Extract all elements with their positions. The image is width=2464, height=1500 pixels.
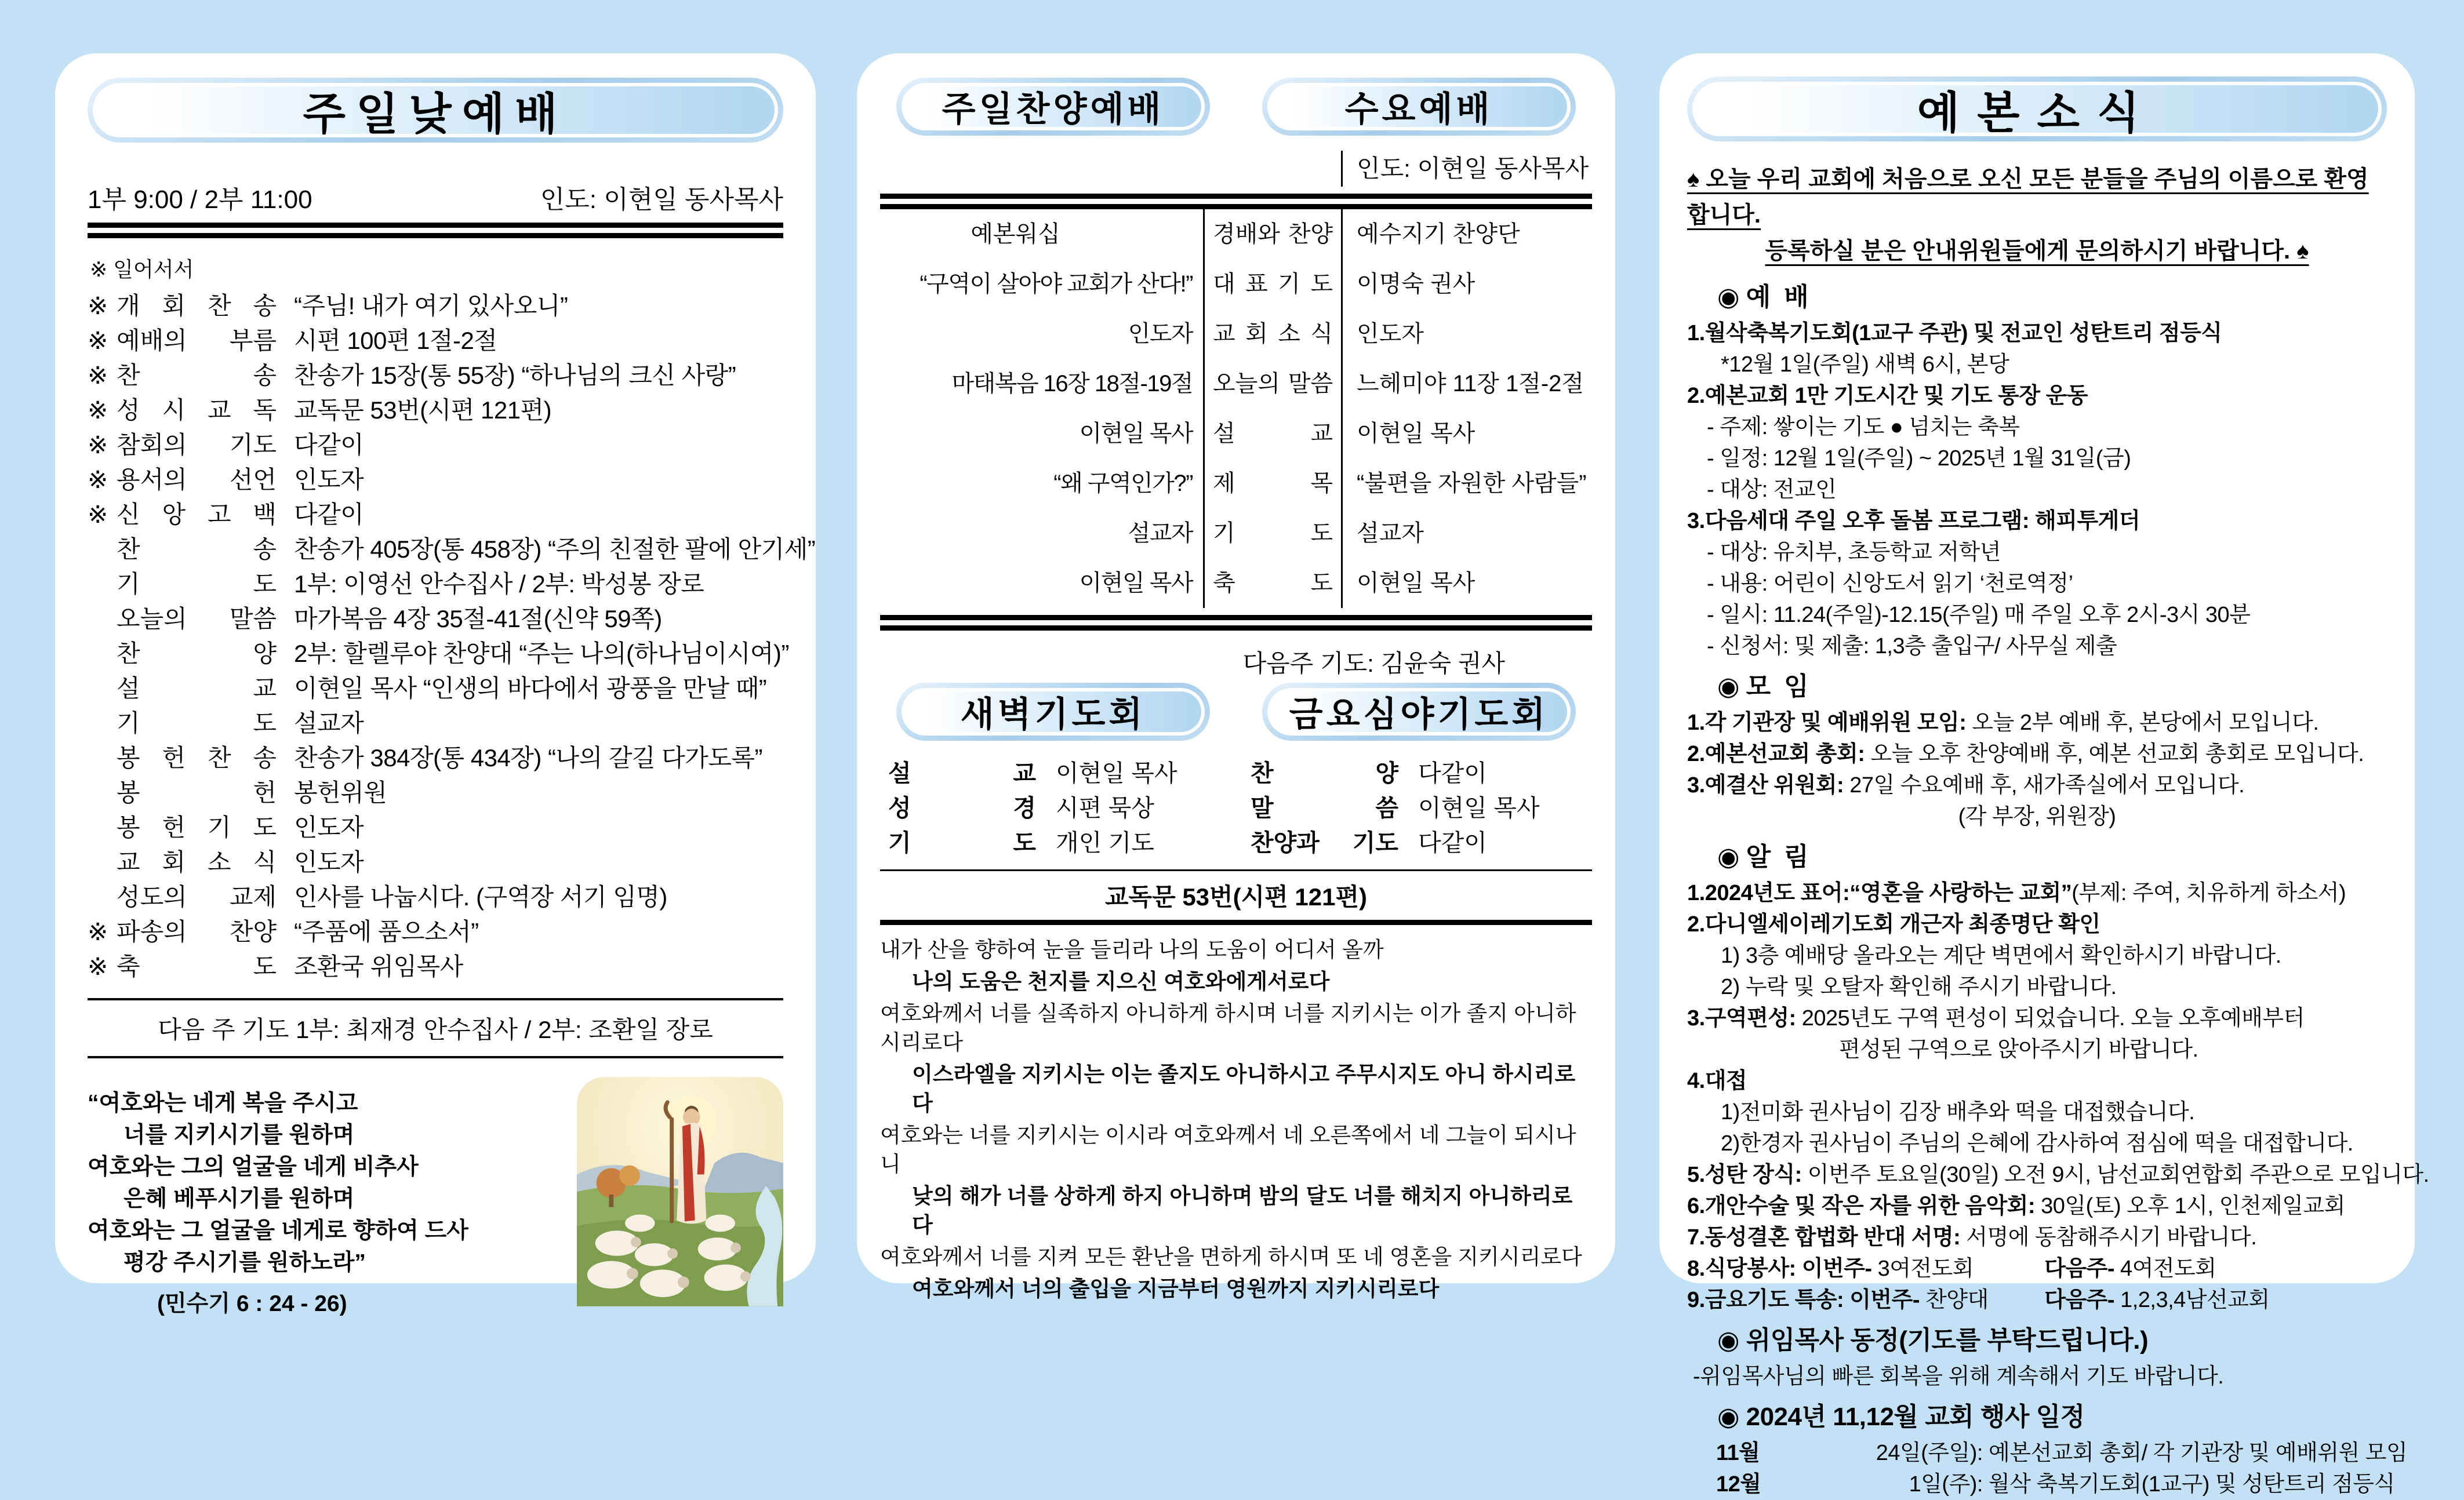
double-rule [880, 615, 1592, 631]
prayer-row [888, 791, 1222, 825]
order-item-label: 오늘의 말씀 [117, 605, 277, 632]
table-row [880, 458, 1592, 508]
order-of-worship-row [88, 636, 789, 671]
reading-line: 여호와께서 너를 지켜 모든 환난을 면하게 하시며 또 네 영혼을 지키시리로다 [880, 1245, 1582, 1269]
order-item-value: “주품에 품으소서” [294, 918, 479, 945]
order-item-value: 1부: 이영선 안수집사 / 2부: 박성봉 장로 [294, 570, 704, 598]
news-text: 2) 누락 및 오탈자 확인해 주시기 바랍니다. [1721, 975, 2117, 999]
news-line [1687, 1159, 2429, 1190]
stand-marker [88, 671, 117, 706]
news-text: 편성된 구역으로 앉아주시기 바랍니다. [1839, 1037, 2198, 1062]
praise-service-value: “구역이 살아야 교회가 산다!” [880, 259, 1205, 309]
order-of-worship-row [88, 741, 783, 776]
reading-line: 낮의 해가 너를 상하게 하지 아니하며 밤의 달도 너를 해치지 아니하리로다 [912, 1184, 1573, 1237]
news-line [1687, 707, 2387, 738]
news-bold-text: 3.예결산 위원회: [1687, 773, 1844, 798]
order-item-label: 기 도 [117, 570, 277, 598]
praise-service-value: “왜 구역인가?” [880, 458, 1205, 508]
stand-marker [88, 602, 117, 636]
order-item-value: 교독문 53번(시편 121편) [294, 396, 552, 424]
news-line [1687, 474, 2387, 505]
table-row [880, 209, 1592, 259]
stand-marker [88, 567, 117, 602]
title-pill [896, 78, 1210, 136]
news-line [1687, 842, 2387, 873]
prayer-pills-row [880, 683, 1592, 741]
stand-marker [88, 636, 117, 671]
news-text: 27일 수요예배 후, 새가족실에서 모입니다. [1844, 773, 2245, 798]
stand-marker: ※ [88, 953, 108, 980]
news-bold-text: ◉ 예 배 [1717, 283, 1809, 311]
reading-line: 여호와는 너를 지키시는 이시라 여호와께서 네 오른쪽에서 네 그늘이 되시나니 [880, 1123, 1576, 1176]
news-bold-text: 7.동성결혼 합법화 반대 서명: [1687, 1225, 1961, 1250]
order-of-worship-row [88, 671, 783, 706]
order-item-label: 개 회 찬 송 [117, 292, 277, 319]
news-text: 30일(토) 오후 1시, 인천제일교회 [2035, 1194, 2345, 1218]
news-line [1687, 349, 2387, 380]
news-text: (각 부장, 위원장) [1958, 804, 2116, 829]
order-of-worship-row [88, 428, 783, 463]
order-item-label: 찬 양 [117, 640, 277, 667]
news-line [1687, 1128, 2387, 1159]
news-text: 24일(주일): [1876, 1441, 1983, 1465]
news-text: 2)한경자 권사님이 주님의 은혜에 감사하여 점심에 떡을 대접합니다. [1721, 1131, 2353, 1156]
prayer-value: 다같이 [1418, 760, 1487, 787]
service-leader: 인도: 이현일 동사목사 [540, 185, 783, 214]
reading-line: 나의 도움은 천지를 지으신 여호와에게서로다 [912, 970, 1330, 993]
prayer-row [1251, 825, 1584, 860]
stand-marker: ※ [88, 327, 108, 354]
stand-marker [88, 741, 117, 776]
service-times: 1부 9:00 / 2부 11:00 [88, 185, 312, 214]
stand-marker: ※ [88, 501, 108, 528]
prayer-value: 시편 묵상 [1056, 795, 1154, 821]
news-text: 3여전도회 [1871, 1257, 1974, 1281]
news-line [1687, 380, 2387, 412]
title-pill [896, 683, 1210, 741]
news-text: -위임목사님의 빠른 회복을 위해 계속해서 기도 바랍니다. [1693, 1364, 2224, 1389]
order-item-value: 2부: 할렐루야 찬양대 “주는 나의(하나님이시여)” [294, 640, 789, 667]
order-item-label: 예배의 부름 [117, 327, 277, 354]
news-line [1687, 1190, 2387, 1222]
order-item-value: 시편 100편 1절-2절 [294, 327, 497, 354]
reading-line: 여호와께서 너를 실족하지 아니하게 하시며 너를 지키시는 이가 졸지 아니하시리로다 [880, 1002, 1576, 1054]
panel-title-friday-night-prayer: 금요심야기도회 [1267, 688, 1571, 736]
stand-marker [88, 706, 117, 741]
title-pills-row [880, 78, 1592, 136]
panel-title-sunday-day-worship: 주일낮예배 [93, 83, 778, 137]
row-label: 제 목 [1213, 471, 1333, 496]
wednesday-service-value: 이명숙 권사 [1341, 259, 1592, 309]
order-of-worship-row [88, 915, 783, 949]
news-bold-text: 3.구역편성: [1687, 1006, 1796, 1031]
stand-marker [88, 810, 117, 845]
news-line [1687, 1284, 2387, 1316]
blessing-block [88, 1072, 783, 1320]
news-bold-text: ◉ 2024년 11,12월 교회 행사 일정 [1717, 1403, 2085, 1431]
order-item-label: 교 회 소 식 [117, 849, 277, 876]
order-item-value: “주님! 내가 여기 있사오니” [294, 292, 568, 319]
order-item-label: 성도의 교제 [117, 883, 277, 911]
wednesday-service-value: 예수지기 찬양단 [1341, 209, 1592, 259]
news-text: 2025년도 구역 편성이 되었습니다. 오늘 오후예배부터 [1796, 1006, 2305, 1031]
order-of-worship-row [88, 393, 783, 428]
stand-marker: ※ [88, 396, 108, 424]
news-bold-text: 12월 [1716, 1472, 1761, 1497]
order-item-value: 인도자 [294, 849, 364, 876]
stand-marker: ※ [88, 431, 108, 458]
prayer-meetings [880, 756, 1592, 860]
panel-praise-and-wednesday [857, 53, 1615, 1301]
order-of-worship-row [88, 358, 783, 393]
news-text: 찬양대 [1920, 1288, 1989, 1312]
news-text: - 주제: 쌓이는 기도 ● 넘치는 축복 [1707, 415, 2020, 439]
worship-comparison-table [880, 209, 1592, 608]
news-text: - 일정: 12월 1일(주일) ~ 2025년 1월 31일(금) [1707, 446, 2131, 471]
news-line [1687, 1361, 2387, 1392]
prayer-label: 기 도 [888, 829, 1036, 856]
order-of-worship-row [88, 532, 816, 567]
news-line [1687, 671, 2387, 702]
row-label: 기 도 [1213, 520, 1333, 546]
news-line [1687, 909, 2387, 940]
table-row [880, 409, 1592, 458]
title-pill [1262, 78, 1576, 136]
news-text: 1일(주): [1909, 1472, 1983, 1497]
row-label: 설 교 [1213, 421, 1333, 446]
order-item-value: 인도자 [294, 466, 364, 493]
news-line [1687, 770, 2387, 801]
responsive-reading-title: 교독문 53번(시편 121편) [1104, 883, 1368, 911]
order-of-worship-row [88, 497, 783, 532]
order-item-label: 설 교 [117, 675, 277, 702]
wednesday-service-value: 인도자 [1341, 309, 1592, 359]
news-text: - 대상: 유치부, 초등학교 저학년 [1707, 540, 2001, 565]
prayer-label: 설 교 [888, 760, 1036, 787]
news-line [1687, 537, 2387, 568]
friday-prayer-list [1251, 756, 1584, 860]
order-item-label: 파송의 찬양 [117, 918, 277, 945]
order-item-value: 다같이 [294, 431, 364, 458]
prayer-label: 성 경 [888, 795, 1036, 821]
order-of-worship-row [88, 845, 783, 880]
double-rule [88, 223, 783, 238]
news-line [1687, 1065, 2387, 1097]
news-line [1687, 318, 2387, 349]
order-item-label: 신 앙 고 백 [117, 501, 277, 528]
order-item-label: 기 도 [117, 709, 277, 737]
news-line [1687, 1222, 2387, 1253]
order-item-label: 봉 헌 기 도 [117, 814, 277, 841]
order-of-worship-row [88, 289, 783, 323]
reading-line: 여호와께서 너의 출입을 지금부터 영원까지 지키시리로다 [912, 1277, 1440, 1301]
wednesday-leader: 인도: 이현일 동사목사 [1341, 151, 1592, 187]
news-line [1687, 1437, 2408, 1469]
reading-line: 내가 산을 향하여 눈을 들리라 나의 도움이 어디서 올까 [880, 938, 1384, 962]
order-of-worship-row [88, 880, 783, 915]
row-label: 교 회 소 식 [1213, 321, 1333, 347]
table-leader-row [880, 151, 1592, 187]
blessing-line: 은혜 베푸시기를 원하며 [123, 1186, 355, 1211]
news-text: - 내용: 어린이 신앙도서 읽기 ‘천로역정’ [1707, 571, 2073, 596]
stand-marker [88, 845, 117, 880]
praise-service-value: 마태복음 16장 18절-19절 [880, 359, 1205, 409]
news-text: 오늘 2부 예배 후, 본당에서 모입니다. [1966, 711, 2319, 735]
order-item-label: 용서의 선언 [117, 466, 277, 493]
order-item-value: 찬송가 15장(통 55장) “하나님의 크신 사랑” [294, 362, 736, 389]
praise-service-value: 인도자 [880, 309, 1205, 359]
prayer-value: 다같이 [1418, 829, 1487, 856]
praise-service-value: 설교자 [880, 508, 1205, 558]
next-week-prayer-note: 다음주 기도: 김윤숙 권사 [1242, 650, 1505, 677]
order-of-worship-row [88, 706, 783, 741]
news-text: - 대상: 전교인 [1707, 478, 1837, 502]
news-line [1687, 1469, 2395, 1500]
news-line [1687, 738, 2387, 770]
news-text: - 신청서: 및 제출: 1,3층 출입구/ 사무실 제출 [1707, 634, 2117, 658]
news-text: 서명에 동참해주시기 바랍니다. [1960, 1225, 2257, 1250]
reading-line: 이스라엘을 지키시는 이는 졸지도 아니하시고 주무시지도 아니 하시리로다 [912, 1062, 1576, 1115]
title-pill [1262, 683, 1576, 741]
prayer-value: 이현일 목사 [1418, 795, 1540, 821]
news-bold-text: 2.다니엘세이레기도회 개근자 최종명단 확인 [1687, 912, 2100, 937]
order-item-label: 찬 송 [117, 536, 277, 563]
wednesday-service-value: “불편을 자원한 사람들” [1341, 458, 1592, 508]
news-text: 오늘 오후 찬양예배 후, 예본 선교회 총회로 모입니다. [1865, 742, 2364, 766]
news-bold-text: 5.성탄 장식: [1687, 1163, 1802, 1187]
order-of-worship-row [88, 463, 783, 497]
order-of-worship-list [88, 289, 816, 984]
wednesday-service-value: 이현일 목사 [1341, 558, 1592, 608]
order-of-worship-row [88, 776, 783, 810]
news-bold-text: ◉ 알 림 [1717, 843, 1809, 871]
prayer-row [1251, 791, 1584, 825]
table-row [880, 259, 1592, 309]
news-text-2: 월삭 축복기도회(1교구) 및 성탄트리 점등식 [1983, 1472, 2395, 1497]
news-bold-text: 1.각 기관장 및 예배위원 모임: [1687, 711, 1967, 735]
order-item-value: 마가복음 4장 35절-41절(신약 59쪽) [294, 605, 662, 632]
wednesday-service-value: 느헤미야 11장 1절-2절 [1341, 359, 1592, 409]
panel-title-church-news: 예본소식 [1692, 82, 2382, 136]
order-of-worship-row [88, 323, 783, 358]
welcome-block [1687, 161, 2387, 269]
order-item-value: 찬송가 405장(통 458장) “주의 친절한 팔에 안기세” [294, 536, 816, 563]
news-bold-text: 1.월삭축복기도회(1교구 주관) 및 전교인 성탄트리 점등식 [1687, 321, 2222, 345]
order-item-label: 참회의 기도 [117, 431, 277, 458]
news-line [1687, 443, 2387, 474]
title-pill [88, 78, 783, 143]
panel-title-dawn-prayer: 새벽기도회 [902, 688, 1205, 736]
stand-marker [88, 532, 117, 567]
news-line [1687, 1253, 2387, 1284]
row-label: 축 도 [1213, 570, 1333, 596]
news-text: 이번주 토요일(30일) 오전 9시, 남선교회연합회 주관으로 모입니다. [1801, 1163, 2429, 1187]
order-item-label: 축 도 [117, 953, 277, 980]
news-text-2: 예본선교회 총회/ 각 기관장 및 예배위원 모임 [1983, 1441, 2408, 1465]
title-pill [1687, 77, 2387, 141]
news-line [1687, 568, 2387, 599]
row-label: 오늘의 말씀 [1213, 371, 1333, 396]
order-item-label: 성 시 교 독 [117, 396, 277, 424]
stand-note: ※ 일어서서 [90, 257, 194, 281]
news-line [1687, 971, 2387, 1003]
news-bold-text: ◉ 위임목사 동정(기도를 부탁드립니다.) [1717, 1326, 2149, 1355]
news-text: (부제: 주여, 치유하게 하소서) [2071, 881, 2346, 905]
news-line [1687, 631, 2387, 662]
prayer-value: 개인 기도 [1056, 829, 1154, 856]
praise-service-value: 이현일 목사 [880, 558, 1205, 608]
table-row [880, 508, 1592, 558]
news-bold-text: 6.개안수술 및 작은 자를 위한 음악회: [1687, 1194, 2036, 1218]
news-bold-text-2: 다음주- [2044, 1257, 2114, 1281]
stand-marker: ※ [88, 918, 108, 945]
news-line [1687, 599, 2387, 631]
news-bold-text: ◉ 모 임 [1717, 672, 1809, 701]
service-header-row [88, 179, 783, 216]
blessing-line: 너를 지키시기를 원하며 [123, 1123, 355, 1148]
news-line [1687, 1325, 2387, 1356]
panel-title-wednesday-worship: 수요예배 [1267, 83, 1571, 130]
news-line [1687, 801, 2387, 832]
order-of-worship-row [88, 810, 783, 845]
panel-church-news [1659, 53, 2429, 1497]
order-item-label: 봉 헌 [117, 779, 277, 806]
news-line [1687, 1401, 2387, 1433]
stand-marker: ※ [88, 362, 108, 389]
order-of-worship-row [88, 567, 783, 602]
panel-sunday-day-worship [55, 53, 816, 1316]
order-item-value: 인사를 나눕시다. (구역장 서기 임명) [294, 883, 667, 911]
dawn-prayer-list [888, 756, 1222, 860]
blessing-text [88, 1072, 577, 1320]
praise-service-value: 예본워십 [880, 209, 1205, 259]
news-text: - 일시: 11.24(주일)-12.15(주일) 매 주일 오후 2시-3시 30분 [1707, 603, 2251, 627]
news-bold-text: 9.금요기도 특송: 이번주- [1687, 1288, 1920, 1312]
news-bold-text-2: 다음주- [2044, 1288, 2114, 1312]
news-text: *12월 1일(주일) 새벽 6시, 본당 [1721, 352, 2009, 377]
news-text-2: 1,2,3,4남선교회 [2114, 1288, 2270, 1312]
stand-marker [88, 880, 117, 915]
blessing-line: 여호와는 그의 얼굴을 네게 비추사 [88, 1155, 419, 1179]
order-item-value: 조환국 위임목사 [294, 953, 463, 980]
table-row [880, 558, 1592, 608]
news-line [1687, 505, 2387, 537]
order-item-label: 봉 헌 찬 송 [117, 744, 277, 771]
order-item-value: 찬송가 384장(통 434장) “나의 갈길 다가도록” [294, 744, 762, 771]
news-line [1687, 1034, 2387, 1065]
prayer-row [888, 756, 1222, 791]
order-item-value: 다같이 [294, 501, 364, 528]
wednesday-service-value: 설교자 [1341, 508, 1592, 558]
news-line [1687, 878, 2387, 909]
news-line [1687, 1097, 2387, 1128]
wednesday-service-value: 이현일 목사 [1341, 409, 1592, 458]
news-bold-text: 4.대접 [1687, 1069, 1747, 1093]
prayer-row [888, 825, 1222, 860]
prayer-label: 찬 양 [1251, 760, 1398, 787]
row-label: 경배와 찬양 [1213, 221, 1333, 247]
stand-marker [88, 776, 117, 810]
news-text: 1) 3층 예배당 올라오는 계단 벽면에서 확인하시기 바랍니다. [1721, 944, 2281, 968]
news-bold-text: 11월 [1716, 1441, 1760, 1465]
news-bold-text: 3.다음세대 주일 오후 돌봄 프로그램: 해피투게더 [1687, 509, 2140, 533]
news-list [1687, 282, 2429, 1500]
stand-marker: ※ [88, 466, 108, 493]
stand-marker: ※ [88, 292, 108, 319]
news-bold-text: 8.식당봉사: 이번주- [1687, 1257, 1872, 1281]
news-bold-text: 2.예본선교회 총회: [1687, 742, 1865, 766]
news-text: 1)전미화 권사님이 김장 배추와 떡을 대접했습니다. [1721, 1100, 2195, 1124]
welcome-line-2: 등록하실 분은 안내위원들에게 문의하시기 바랍니다. ♠ [1765, 238, 2309, 264]
praise-service-value: 이현일 목사 [880, 409, 1205, 458]
news-bold-text: 1.2024년도 표어:“영혼을 사랑하는 교회” [1687, 881, 2072, 905]
order-item-value: 인도자 [294, 814, 364, 841]
prayer-label: 찬양과 기도 [1251, 829, 1398, 856]
thick-rule [880, 920, 1592, 925]
row-label: 대 표 기 도 [1213, 271, 1333, 297]
order-item-value: 이현일 목사 “인생의 바다에서 광풍을 만날 때” [294, 675, 767, 702]
order-of-worship-row [88, 602, 783, 636]
news-bold-text: 2.예본교회 1만 기도시간 및 기도 통장 운동 [1687, 384, 2088, 408]
order-item-label: 찬 송 [117, 362, 277, 389]
order-of-worship-row [88, 949, 783, 984]
blessing-line: (민수기 6 : 24 - 26) [157, 1291, 347, 1316]
order-item-value: 봉헌위원 [294, 779, 387, 806]
news-line [1687, 282, 2387, 313]
prayer-label: 말 씀 [1251, 795, 1398, 821]
news-line [1687, 1003, 2387, 1034]
blessing-line: “여호와는 네게 복을 주시고 [88, 1091, 358, 1116]
news-line [1687, 940, 2387, 971]
next-week-prayer-note: 다음 주 기도 1부: 최재경 안수집사 / 2부: 조환일 장로 [88, 998, 783, 1058]
blessing-line: 여호와는 그 얼굴을 네게로 향하여 드사 [88, 1218, 468, 1243]
blessing-line: 평강 주시기를 원하노라” [123, 1250, 366, 1275]
table-row [880, 309, 1592, 359]
news-text-2: 4여전도회 [2114, 1257, 2216, 1281]
shepherd-illustration [577, 1077, 783, 1306]
welcome-line-1: ♠ 오늘 우리 교회에 처음으로 오신 모든 분들을 주님의 이름으로 환영합니다. [1687, 166, 2369, 228]
prayer-value: 이현일 목사 [1056, 760, 1178, 787]
table-row [880, 359, 1592, 409]
double-rule [880, 194, 1592, 209]
panel-title-praise-worship: 주일찬양예배 [902, 83, 1205, 130]
responsive-reading [880, 935, 1592, 1304]
order-item-value: 설교자 [294, 709, 364, 737]
news-line [1687, 412, 2387, 443]
prayer-row [1251, 756, 1584, 791]
